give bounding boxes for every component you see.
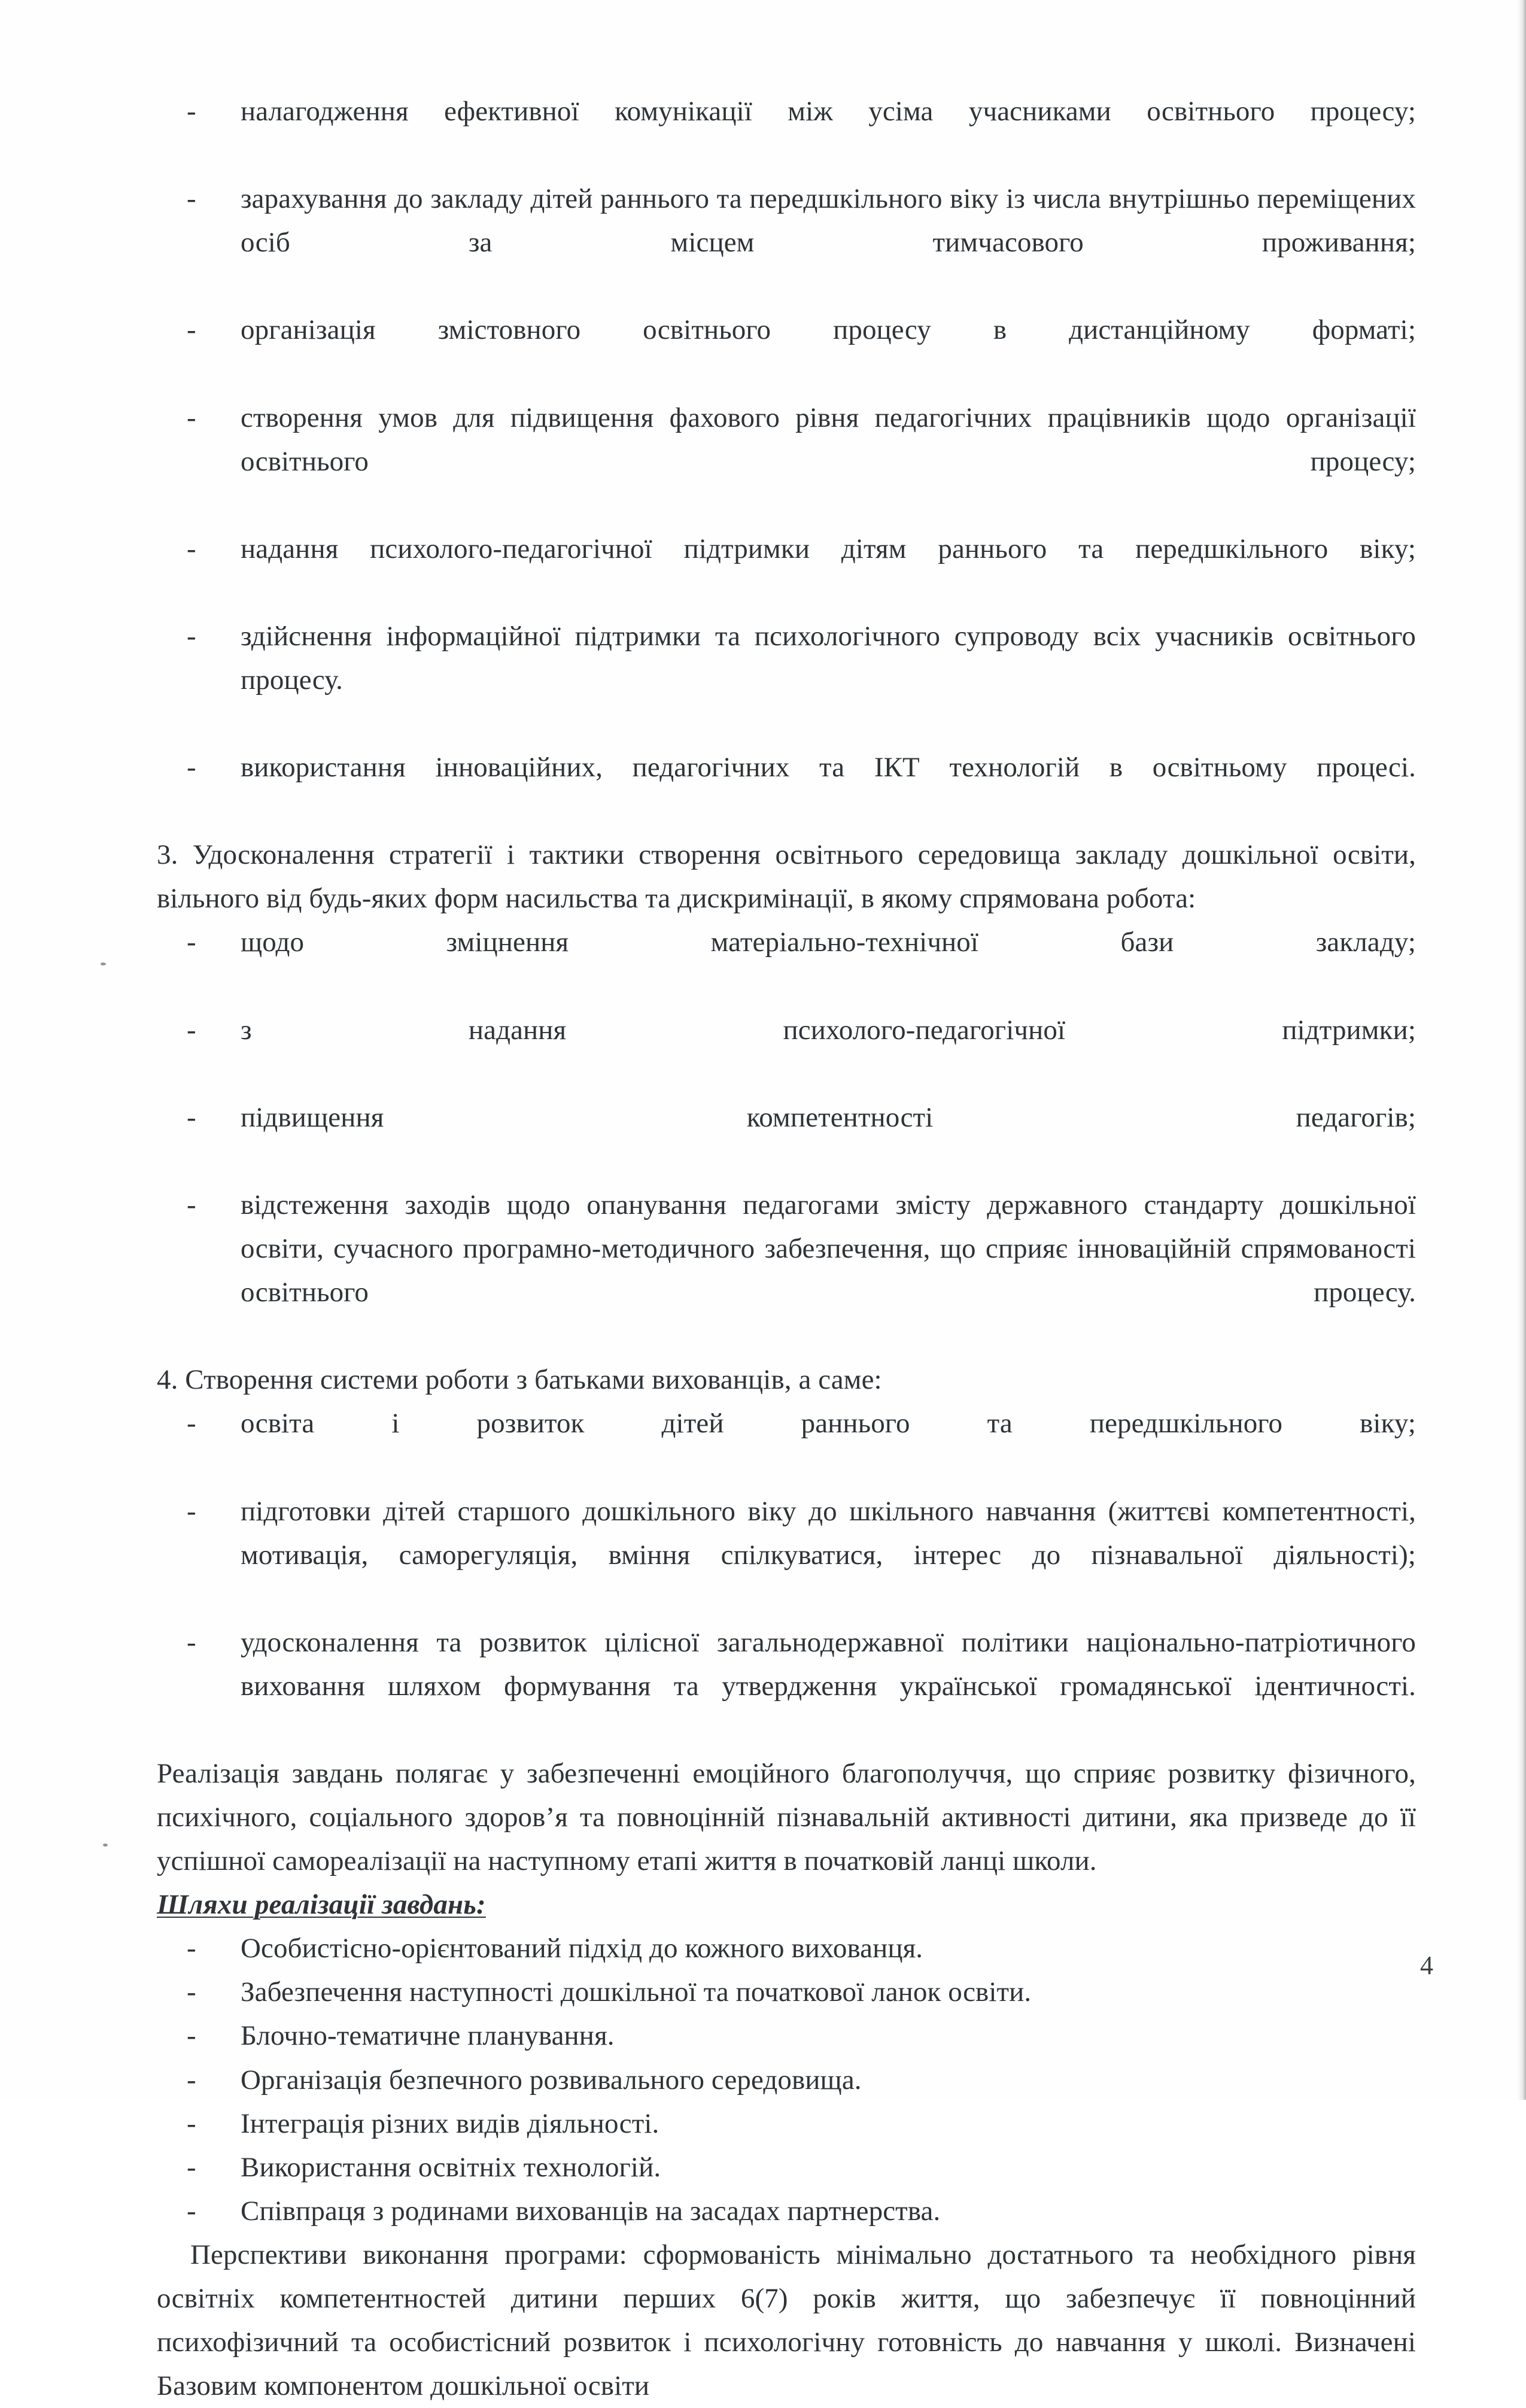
list-item xyxy=(187,1402,1416,1489)
list-item xyxy=(187,1970,1416,2014)
bullet-list-implementation-paths xyxy=(157,1927,1416,2233)
list-item-text: Співпраця з родинами вихованців на засадах партнерства. xyxy=(241,2195,941,2227)
bullet-dash-icon: - xyxy=(187,1933,196,1964)
bullet-dash-icon: - xyxy=(187,402,196,433)
list-item-text: зарахування до закладу дітей раннього та передшкільного віку із числа внутрішньо переміщених осіб за місцем тимчасового проживання; xyxy=(241,183,1416,259)
scan-speck xyxy=(101,962,106,965)
section-heading-implementation-paths: Шляхи реалізації завдань: xyxy=(157,1889,486,1921)
list-item-text: надання психолого-педагогічної підтримки дітям раннього та передшкільного віку; xyxy=(241,533,1416,564)
page-number: 4 xyxy=(1420,1951,1433,1980)
bullet-dash-icon: - xyxy=(187,2151,196,2183)
list-item xyxy=(187,2014,1416,2058)
scan-speck xyxy=(103,1844,108,1847)
bullet-dash-icon: - xyxy=(187,752,196,784)
list-item-text: Інтеграція різних видів діяльності. xyxy=(241,2108,659,2139)
scan-edge-shadow xyxy=(1518,0,1526,2100)
list-item-text: відстеження заходів щодо опанування педагогами змісту державного стандарту дошкільної освіти, сучасного програмно-методичного забезпечення, що сприяє інноваційній спрямованості освітнього процесу. xyxy=(241,1189,1416,1308)
list-item xyxy=(187,1927,1416,1970)
list-item xyxy=(187,2190,1416,2233)
bullet-dash-icon: - xyxy=(187,2064,196,2096)
page-content xyxy=(157,90,1416,2408)
list-item xyxy=(187,1009,1416,1096)
bullet-dash-icon: - xyxy=(187,2108,196,2139)
bullet-dash-icon: - xyxy=(187,927,196,958)
list-item-text: створення умов для підвищення фахового рівня педагогічних працівників щодо організації освітнього процесу; xyxy=(241,402,1416,477)
list-item-text: здійснення інформаційної підтримки та психологічного супроводу всіх учасників освітнього процесу. xyxy=(241,620,1416,696)
bullet-dash-icon: - xyxy=(187,2195,196,2227)
bullet-dash-icon: - xyxy=(187,96,196,127)
paragraph-prospects: Перспективи виконання програми: сформованість мінімально достатнього та необхідного рівня освітніх компетентностей дитини перших 6(7) років життя, що забезпечує її повноцінний психофізичний та особистісний розвиток і психологічну готовність до навчання у школі. Визначені Базовим компонентом дошкільної освіти xyxy=(157,2239,1416,2402)
bullet-dash-icon: - xyxy=(187,2020,196,2052)
list-item-text: налагодження ефективної комунікації між усіма учасниками освітнього процесу; xyxy=(241,96,1416,127)
list-item-text: з надання психолого-педагогічної підтримки; xyxy=(241,1014,1416,1046)
list-item-text: освіта і розвиток дітей раннього та передшкільного віку; xyxy=(241,1408,1416,1440)
paragraph-item-3: 3. Удосконалення стратегії і тактики створення освітнього середовища закладу дошкільної освіти, вільного від будь-яких форм насильства та дискримінації, в якому спрямована робота: xyxy=(157,839,1416,915)
list-item-text: Організація безпечного розвивального середовища. xyxy=(241,2064,862,2096)
bullet-dash-icon: - xyxy=(187,1189,196,1220)
list-item-text: використання інноваційних, педагогічних та ІКТ технологій в освітньому процесі. xyxy=(241,752,1416,784)
bullet-dash-icon: - xyxy=(187,183,196,215)
bullet-dash-icon: - xyxy=(187,314,196,346)
list-item-text: Блочно-тематичне планування. xyxy=(241,2020,615,2052)
bullet-list-objectives xyxy=(157,90,1416,833)
list-item xyxy=(187,2058,1416,2102)
list-item-text: Особистісно-орієнтований підхід до кожного вихованця. xyxy=(241,1933,923,1964)
bullet-dash-icon: - xyxy=(187,1495,196,1527)
list-item xyxy=(187,1096,1416,1183)
list-item xyxy=(187,90,1416,177)
list-item-text: Забезпечення наступності дошкільної та початкової ланок освіти. xyxy=(241,1976,1032,2008)
list-item xyxy=(187,308,1416,396)
list-item-text: підготовки дітей старшого дошкільного віку до шкільного навчання (життєві компетентності, мотивація, саморегуляція, вміння спілкуватися, інтерес до пізнавальної діяльності); xyxy=(241,1495,1416,1571)
list-item xyxy=(187,396,1416,527)
bullet-dash-icon: - xyxy=(187,1976,196,2008)
list-item-text: підвищення компетентності педагогів; xyxy=(241,1101,1416,1133)
list-item xyxy=(187,921,1416,1008)
bullet-dash-icon: - xyxy=(187,1408,196,1440)
list-item-text: удосконалення та розвиток цілісної загальнодержавної політики національно-патріотичного виховання шляхом формування та утвердження української громадянської ідентичності. xyxy=(241,1626,1416,1702)
bullet-list-environment xyxy=(157,921,1416,1358)
bullet-dash-icon: - xyxy=(187,1014,196,1046)
list-item-text: організація змістовного освітнього процесу в дистанційному форматі; xyxy=(241,314,1416,346)
list-item xyxy=(187,1183,1416,1358)
bullet-dash-icon: - xyxy=(187,620,196,652)
list-item xyxy=(187,1490,1416,1621)
list-item xyxy=(187,746,1416,833)
bullet-dash-icon: - xyxy=(187,1626,196,1658)
bullet-list-parents xyxy=(157,1402,1416,1752)
list-item-text: Використання освітніх технологій. xyxy=(241,2151,661,2183)
bullet-dash-icon: - xyxy=(187,533,196,564)
paragraph-realization: Реалізація завдань полягає у забезпеченні емоційного благополуччя, що сприяє розвитку фізичного, психічного, соціального здоров’я та повноцінній пізнавальній активності дитини, яка призведе до її успішної самореалізації на наступному етапі життя в початковій ланці школи. xyxy=(157,1757,1416,1877)
list-item xyxy=(187,2146,1416,2190)
list-item-text: щодо зміцнення матеріально-технічної бази закладу; xyxy=(241,927,1416,958)
list-item xyxy=(187,2102,1416,2146)
list-item xyxy=(187,177,1416,308)
paragraph-item-4: 4. Створення системи роботи з батьками вихованців, а саме: xyxy=(157,1364,882,1396)
list-item xyxy=(187,527,1416,615)
list-item xyxy=(187,1621,1416,1752)
list-item xyxy=(187,615,1416,746)
bullet-dash-icon: - xyxy=(187,1101,196,1133)
